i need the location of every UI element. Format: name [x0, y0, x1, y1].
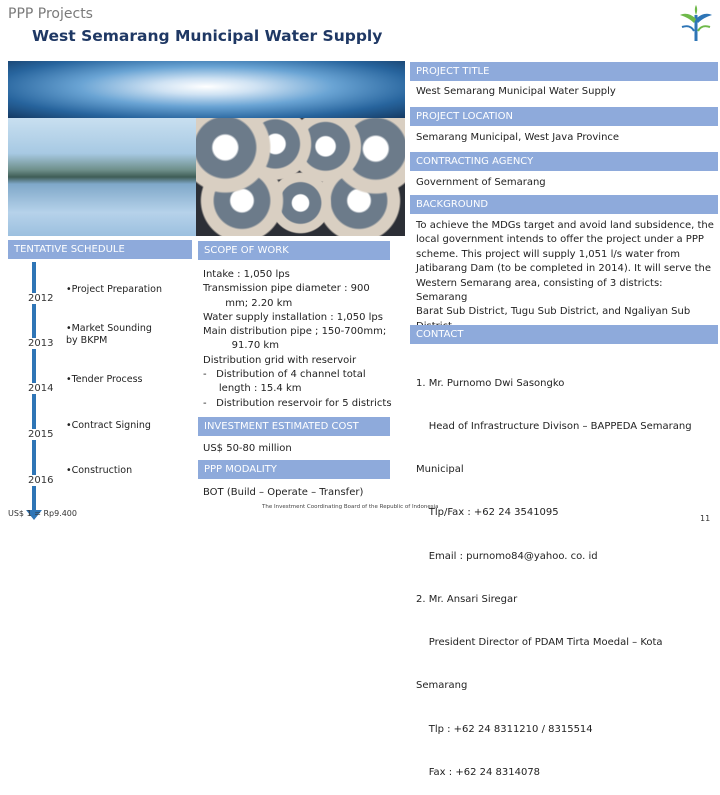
scope-line: - Distribution reservoir for 5 districts	[203, 397, 392, 409]
contact-line: Head of Infrastructure Divison – BAPPEDA Semarang	[416, 421, 692, 433]
background-line: local government intends to offer the project under a PPP	[416, 234, 704, 246]
page-title: West Semarang Municipal Water Supply	[32, 27, 383, 45]
background-text	[416, 219, 716, 334]
scope-line: Main distribution pipe ; 150-700mm;	[203, 326, 387, 338]
schedule-phase: •Tender Process	[66, 374, 143, 385]
modality-header: PPP MODALITY	[198, 460, 390, 479]
project-location-header: PROJECT LOCATION	[410, 107, 718, 126]
investment-value: US$ 50-80 million	[203, 443, 292, 454]
background-line: To achieve the MDGs target and avoid land subsidence, the	[416, 220, 714, 231]
water-drop-photo	[8, 61, 405, 118]
contracting-agency-value: Government of Semarang	[416, 177, 546, 188]
investment-header: INVESTMENT ESTIMATED COST	[198, 417, 390, 436]
year-label: 2015	[28, 429, 54, 440]
contact-line: Email : purnomo84@yahoo. co. id	[416, 550, 598, 562]
schedule-header: TENTATIVE SCHEDULE	[8, 240, 192, 259]
page-number: 11	[700, 514, 711, 523]
scope-line: mm; 2.20 km	[203, 297, 293, 309]
scope-line: Distribution grid with reservoir	[203, 354, 357, 366]
scope-header: SCOPE OF WORK	[198, 241, 390, 260]
project-location-value: Semarang Municipal, West Java Province	[416, 132, 620, 143]
contact-line: Semarang	[416, 680, 468, 692]
background-header: BACKGROUND	[410, 195, 718, 214]
year-label: 2012	[28, 293, 54, 304]
pipes-photo	[196, 118, 405, 236]
background-line: Western Semarang area, consisting of 3 districts: Semarang	[416, 277, 663, 304]
lake-photo	[8, 118, 196, 236]
year-label: 2016	[28, 475, 54, 486]
schedule-phase: •Contract Signing	[66, 420, 151, 431]
contact-line: Municipal	[416, 464, 464, 476]
contact-line: President Director of PDAM Tirta Moedal – Kota	[416, 637, 663, 649]
scope-line: Transmission pipe diameter : 900	[203, 283, 370, 295]
contact-line: Tlp/Fax : +62 24 3541095	[416, 507, 559, 519]
scope-text	[203, 268, 393, 411]
contact-line: Tlp : +62 24 8311210 / 8315514	[416, 723, 593, 735]
bkpm-logo-icon	[678, 5, 714, 43]
footer-agency: The Investment Coordinating Board of the Republic of Indonesia	[262, 504, 439, 510]
header-subtitle: PPP Projects	[8, 6, 93, 22]
schedule-phase: •Construction	[66, 465, 133, 476]
contact-text	[416, 348, 716, 795]
project-title-value: West Semarang Municipal Water Supply	[416, 86, 616, 97]
exchange-rate-note: US$ 1 = Rp9.400	[8, 509, 77, 518]
schedule-phase: •Project Preparation	[66, 284, 163, 295]
scope-line: Intake : 1,050 lps	[203, 269, 290, 280]
contact-line: 2. Mr. Ansari Siregar	[416, 593, 518, 605]
scope-line: 91.70 km	[203, 340, 279, 352]
background-line: scheme. This project will supply 1,051 l/s water from	[416, 248, 681, 260]
scope-line: length : 15.4 km	[203, 383, 302, 395]
schedule-phase: •Market Sounding by BKPM	[66, 323, 152, 346]
modality-value: BOT (Build – Operate – Transfer)	[203, 487, 364, 498]
background-line: Jatibarang Dam (to be completed in 2014). It will serve the	[416, 263, 712, 275]
scope-line: Water supply installation : 1,050 lps	[203, 311, 383, 323]
contact-line: 1. Mr. Purnomo Dwi Sasongko	[416, 377, 565, 389]
scope-line: - Distribution of 4 channel total	[203, 369, 366, 381]
year-label: 2013	[28, 338, 54, 349]
schedule-timeline	[8, 262, 60, 516]
background-line: Barat Sub District, Tugu Sub District, and Ngaliyan Sub	[416, 306, 691, 318]
contracting-agency-header: CONTRACTING AGENCY	[410, 152, 718, 171]
project-title-header: PROJECT TITLE	[410, 62, 718, 81]
contact-header: CONTACT	[410, 325, 718, 344]
year-label: 2014	[28, 383, 54, 394]
contact-line: Fax : +62 24 8314078	[416, 766, 541, 778]
